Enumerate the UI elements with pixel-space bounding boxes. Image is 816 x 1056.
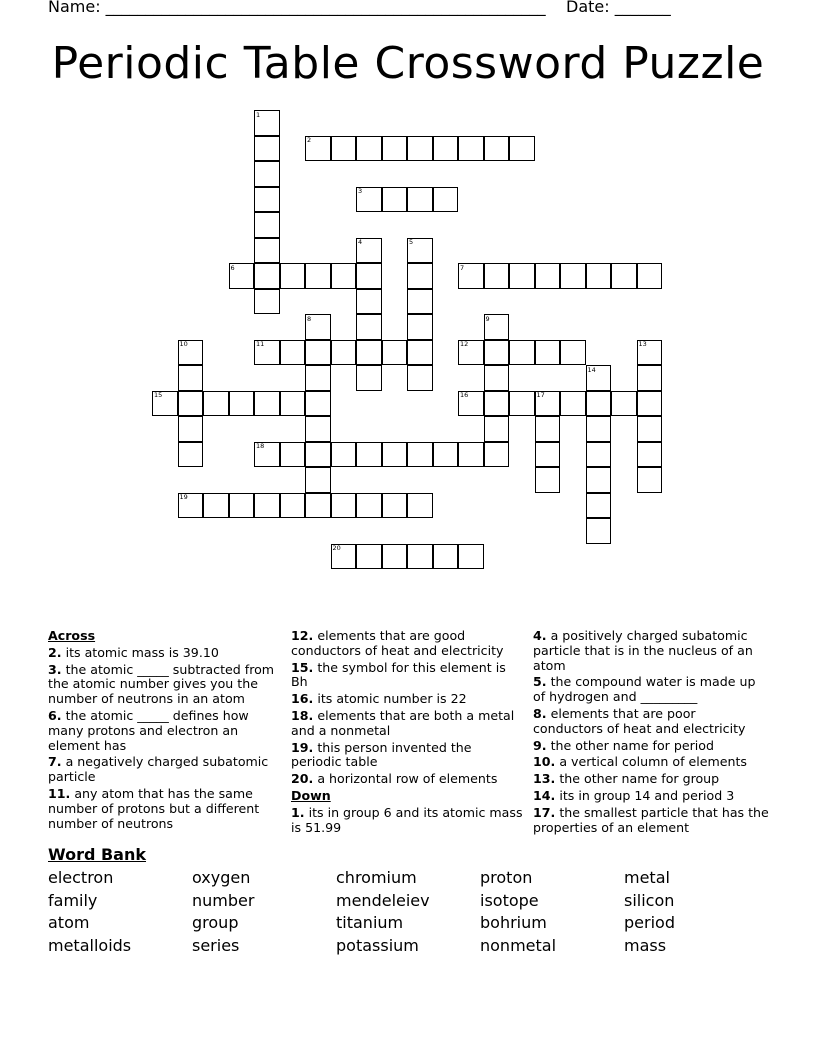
- grid-cell[interactable]: [331, 493, 357, 519]
- grid-cell[interactable]: [484, 263, 510, 289]
- down-clues-part1: [291, 806, 523, 836]
- grid-cell[interactable]: [407, 340, 433, 366]
- grid-cell[interactable]: [407, 136, 433, 162]
- grid-cell[interactable]: [586, 493, 612, 519]
- clue-number-16: 16: [460, 391, 469, 399]
- clue-number-7: 7: [460, 263, 465, 272]
- grid-cell[interactable]: [254, 238, 280, 264]
- grid-cell[interactable]: [280, 340, 306, 366]
- grid-cell[interactable]: [356, 289, 382, 315]
- grid-cell[interactable]: [356, 493, 382, 519]
- date-label: Date:: [566, 0, 610, 16]
- grid-cell[interactable]: [611, 391, 637, 417]
- clue-item: [291, 709, 523, 739]
- grid-cell[interactable]: [305, 442, 331, 468]
- clue-text: a negatively charged subatomic particle: [48, 754, 269, 785]
- grid-cell[interactable]: [637, 365, 663, 391]
- clue-item: [291, 661, 523, 691]
- clue-item: [291, 692, 523, 707]
- grid-cell[interactable]: [458, 442, 484, 468]
- clue-text: the compound water is made up of hydrogen and _________: [533, 674, 756, 705]
- word-bank-item: metal: [624, 868, 670, 887]
- word-bank-item: electron: [48, 868, 114, 887]
- grid-cell[interactable]: [356, 544, 382, 570]
- clue-text: its in group 6 and its atomic mass is 51.99: [291, 804, 523, 835]
- grid-cell[interactable]: [535, 263, 561, 289]
- grid-cell[interactable]: [356, 340, 382, 366]
- grid-cell[interactable]: [254, 289, 280, 315]
- grid-cell[interactable]: [484, 340, 510, 366]
- grid-cell[interactable]: [637, 442, 663, 468]
- clue-item: [48, 755, 280, 785]
- clue-num: 11.: [48, 785, 71, 801]
- clue-number-1: 1: [256, 110, 261, 119]
- clue-num: 12.: [291, 628, 314, 643]
- grid-cell[interactable]: [560, 263, 586, 289]
- clue-number-14: 14: [587, 365, 596, 374]
- word-bank-item: series: [192, 936, 240, 955]
- clue-item: [533, 707, 769, 737]
- down-clues-part2: [533, 629, 769, 835]
- clue-number-8: 8: [307, 314, 312, 323]
- word-bank-item: metalloids: [48, 936, 132, 955]
- grid-cell[interactable]: [382, 544, 408, 570]
- grid-cell[interactable]: [382, 136, 408, 162]
- grid-cell[interactable]: [509, 340, 535, 366]
- word-bank-item: number: [192, 891, 255, 910]
- grid-cell[interactable]: [178, 416, 204, 442]
- clue-item: [533, 789, 769, 804]
- word-bank-item: proton: [480, 868, 533, 887]
- grid-cell[interactable]: [407, 442, 433, 468]
- clue-num: 10.: [533, 754, 556, 770]
- grid-cell[interactable]: [484, 391, 510, 417]
- grid-cell[interactable]: [331, 442, 357, 468]
- name-label: Name:: [48, 0, 101, 16]
- clue-item: [291, 741, 523, 771]
- grid-cell[interactable]: [586, 391, 612, 417]
- clue-text: elements that are good conductors of heat and electricity: [291, 628, 504, 658]
- clue-item: [48, 663, 280, 707]
- grid-cell[interactable]: [637, 391, 663, 417]
- clue-num: 4.: [533, 628, 547, 643]
- clue-text: its atomic number is 22: [313, 691, 467, 707]
- clue-text: the atomic _____ subtracted from the atomic number gives you the number of neutrons in an atom: [48, 661, 275, 707]
- clue-item: [291, 772, 523, 787]
- grid-cell[interactable]: [433, 136, 459, 162]
- grid-cell[interactable]: [433, 187, 459, 213]
- grid-cell[interactable]: [305, 493, 331, 519]
- clue-text: elements that are poor conductors of heat and electricity: [533, 705, 746, 736]
- clue-item: [533, 675, 769, 705]
- clue-text: its atomic mass is 39.10: [61, 644, 219, 660]
- grid-cell[interactable]: [203, 493, 229, 519]
- clue-number-13: 13: [638, 340, 647, 348]
- grid-cell[interactable]: [586, 442, 612, 468]
- across-clues-part2: [291, 629, 523, 787]
- clue-num: 17.: [533, 804, 556, 820]
- grid-cell[interactable]: [433, 442, 459, 468]
- clue-num: 8.: [533, 705, 547, 721]
- across-heading: Across: [48, 628, 96, 643]
- clue-text: the smallest particle that has the properties of an element: [533, 804, 769, 835]
- clue-number-17: 17: [536, 391, 545, 399]
- header-line: Name: _______________________________________________________ Date: _______: [48, 0, 748, 16]
- grid-cell[interactable]: [178, 365, 204, 391]
- clue-number-10: 10: [179, 340, 188, 348]
- clue-item: [291, 629, 523, 659]
- grid-cell[interactable]: [407, 187, 433, 213]
- word-bank-item: nonmetal: [480, 936, 557, 955]
- clue-text: the atomic _____ defines how many protons and electron an element has: [48, 707, 249, 753]
- grid-cell[interactable]: [458, 544, 484, 570]
- clue-number-4: 4: [358, 238, 363, 246]
- grid-cell[interactable]: [305, 365, 331, 391]
- grid-cell[interactable]: [535, 467, 561, 493]
- clue-num: 20.: [291, 771, 314, 787]
- clue-text: a positively charged subatomic particle that is in the nucleus of an atom: [533, 628, 753, 673]
- clue-num: 19.: [291, 739, 314, 755]
- clue-item: [533, 806, 769, 836]
- clue-text: a horizontal row of elements: [313, 771, 498, 787]
- grid-cell[interactable]: [560, 391, 586, 417]
- clue-number-20: 20: [332, 544, 341, 552]
- word-bank-item: family: [48, 891, 98, 910]
- grid-cell[interactable]: [484, 365, 510, 391]
- clue-item: [533, 739, 769, 754]
- grid-cell[interactable]: [229, 391, 255, 417]
- clue-number-3: 3: [358, 187, 363, 195]
- clues-column-2: [291, 629, 523, 837]
- grid-cell[interactable]: [484, 416, 510, 442]
- clue-item: [533, 755, 769, 770]
- grid-cell[interactable]: [458, 136, 484, 162]
- word-bank-item: bohrium: [480, 913, 547, 932]
- grid-cell[interactable]: [586, 467, 612, 493]
- word-bank-item: mass: [624, 936, 667, 955]
- grid-cell[interactable]: [484, 136, 510, 162]
- grid-cell[interactable]: [611, 263, 637, 289]
- grid-cell[interactable]: [254, 391, 280, 417]
- grid-cell[interactable]: [382, 187, 408, 213]
- grid-cell[interactable]: [535, 442, 561, 468]
- grid-cell[interactable]: [560, 340, 586, 366]
- grid-cell[interactable]: [637, 263, 663, 289]
- clue-num: 9.: [533, 737, 547, 753]
- word-bank-item: group: [192, 913, 239, 932]
- grid-cell[interactable]: [356, 365, 382, 391]
- clue-number-5: 5: [409, 238, 414, 246]
- grid-cell[interactable]: [484, 442, 510, 468]
- grid-cell[interactable]: [254, 161, 280, 187]
- grid-cell[interactable]: [254, 263, 280, 289]
- grid-cell[interactable]: [433, 544, 459, 570]
- grid-cell[interactable]: [254, 493, 280, 519]
- grid-cell[interactable]: [331, 263, 357, 289]
- grid-cell[interactable]: [637, 416, 663, 442]
- clue-item: [291, 806, 523, 836]
- clue-num: 14.: [533, 787, 556, 803]
- clue-number-15: 15: [154, 391, 163, 399]
- clue-text: elements that are both a metal and a nonmetal: [291, 707, 515, 738]
- grid-cell[interactable]: [305, 416, 331, 442]
- word-bank-title: Word Bank: [48, 845, 147, 864]
- grid-cell[interactable]: [407, 365, 433, 391]
- clue-text: the other name for group: [555, 771, 720, 787]
- grid-cell[interactable]: [535, 340, 561, 366]
- clue-num: 1.: [291, 804, 305, 820]
- grid-cell[interactable]: [407, 263, 433, 289]
- word-bank-item: titanium: [336, 913, 404, 932]
- word-bank-item: chromium: [336, 868, 417, 887]
- clue-text: any atom that has the same number of protons but a different number of neutrons: [48, 785, 260, 831]
- clue-item: [533, 629, 769, 673]
- grid-cell[interactable]: [280, 442, 306, 468]
- grid-cell[interactable]: [254, 187, 280, 213]
- clues-column-1: [48, 629, 280, 833]
- grid-cell[interactable]: [280, 391, 306, 417]
- clue-item: [48, 787, 280, 831]
- grid-cell[interactable]: [586, 518, 612, 544]
- grid-cell[interactable]: [356, 263, 382, 289]
- clues-column-3: [533, 629, 769, 837]
- grid-cell[interactable]: [382, 442, 408, 468]
- clue-num: 6.: [48, 707, 62, 723]
- grid-cell[interactable]: [356, 442, 382, 468]
- grid-cell[interactable]: [509, 391, 535, 417]
- grid-cell[interactable]: [305, 391, 331, 417]
- word-bank-item: isotope: [480, 891, 539, 910]
- word-bank-item: period: [624, 913, 675, 932]
- clue-num: 18.: [291, 707, 314, 723]
- grid-cell[interactable]: [509, 263, 535, 289]
- grid-cell[interactable]: [305, 263, 331, 289]
- grid-cell[interactable]: [356, 136, 382, 162]
- word-bank-item: silicon: [624, 891, 675, 910]
- across-clues-part1: [48, 646, 280, 832]
- grid-cell[interactable]: [637, 467, 663, 493]
- clue-text: its in group 14 and period 3: [555, 787, 735, 803]
- clue-number-2: 2: [307, 136, 312, 144]
- clue-text: the symbol for this element is Bh: [291, 659, 506, 690]
- grid-cell[interactable]: [280, 493, 306, 519]
- grid-cell[interactable]: [229, 493, 255, 519]
- grid-cell[interactable]: [356, 314, 382, 340]
- clue-num: 7.: [48, 754, 62, 770]
- grid-cell[interactable]: [178, 442, 204, 468]
- word-bank-item: atom: [48, 913, 90, 932]
- grid-cell[interactable]: [254, 136, 280, 162]
- grid-cell[interactable]: [407, 493, 433, 519]
- grid-cell[interactable]: [254, 212, 280, 238]
- grid-cell[interactable]: [535, 416, 561, 442]
- clue-number-12: 12: [460, 340, 469, 348]
- grid-cell[interactable]: [586, 263, 612, 289]
- clue-text: a vertical column of elements: [555, 754, 747, 770]
- clue-number-19: 19: [179, 493, 188, 501]
- clue-number-11: 11: [256, 340, 265, 348]
- clue-num: 13.: [533, 771, 556, 787]
- grid-cell[interactable]: [407, 544, 433, 570]
- clue-text: the other name for period: [546, 737, 714, 753]
- grid-cell[interactable]: [305, 467, 331, 493]
- clue-number-9: 9: [485, 314, 490, 323]
- grid-cell[interactable]: [331, 136, 357, 162]
- clue-item: [533, 772, 769, 787]
- clue-num: 16.: [291, 691, 314, 707]
- grid-cell[interactable]: [586, 416, 612, 442]
- clue-num: 2.: [48, 644, 62, 660]
- clue-number-18: 18: [256, 442, 265, 450]
- grid-cell[interactable]: [331, 340, 357, 366]
- grid-cell[interactable]: [382, 340, 408, 366]
- clue-item: [48, 709, 280, 753]
- clue-item: [48, 646, 280, 661]
- clue-text: this person invented the periodic table: [291, 739, 472, 770]
- word-bank-item: potassium: [336, 936, 419, 955]
- clue-num: 3.: [48, 661, 62, 677]
- clue-num: 15.: [291, 659, 314, 675]
- down-heading: Down: [291, 787, 331, 803]
- grid-cell[interactable]: [178, 391, 204, 417]
- grid-cell[interactable]: [407, 289, 433, 315]
- grid-cell[interactable]: [382, 493, 408, 519]
- grid-cell[interactable]: [509, 136, 535, 162]
- clue-number-6: 6: [230, 263, 235, 272]
- word-bank-item: oxygen: [192, 868, 251, 887]
- grid-cell[interactable]: [305, 340, 331, 366]
- clue-num: 5.: [533, 674, 547, 690]
- grid-cell[interactable]: [203, 391, 229, 417]
- grid-cell[interactable]: [280, 263, 306, 289]
- grid-cell[interactable]: [407, 314, 433, 340]
- word-bank-item: mendeleiev: [336, 891, 430, 910]
- page-title: Periodic Table Crossword Puzzle: [51, 38, 765, 89]
